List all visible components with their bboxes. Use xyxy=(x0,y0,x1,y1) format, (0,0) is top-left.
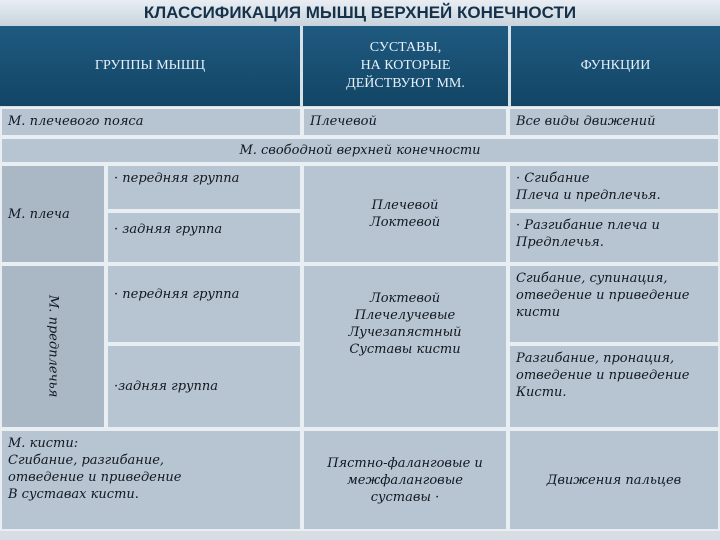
header-divider xyxy=(508,26,511,106)
header-joints: СУСТАВЫ, НА КОТОРЫЕ ДЕЙСТВУЮТ ММ. xyxy=(346,40,465,91)
shoulder-back-group: · задняя группа xyxy=(106,211,302,264)
hand-function: Движения пальцев xyxy=(508,429,720,531)
hand-joints: Пястно-фаланговые и межфаланговые суставы · xyxy=(302,429,508,531)
header-groups: ГРУППЫ МЫШЦ xyxy=(94,58,206,73)
page-title: КЛАССИФИКАЦИЯ МЫШЦ ВЕРХНЕЙ КОНЕЧНОСТИ xyxy=(143,3,577,22)
forearm-front-group: · передняя группа xyxy=(106,264,302,344)
free-limb-row: М. свободной верхней конечности xyxy=(0,137,720,164)
table-header xyxy=(0,26,720,106)
shoulder-girdle-joint: Плечевой xyxy=(302,107,508,137)
shoulder-back-function: · Разгибание плеча и Предплечья. xyxy=(508,211,720,264)
forearm-label: М. предплечья xyxy=(45,295,61,398)
forearm-back-function: Разгибание, пронация, отведение и приведение Кисти. xyxy=(508,344,720,429)
shoulder-joints: Плечевой Локтевой xyxy=(302,164,508,264)
header-functions: ФУНКЦИИ xyxy=(580,58,651,73)
shoulder-front-group: · передняя группа xyxy=(106,164,302,211)
shoulder-label: М. плеча xyxy=(0,164,106,264)
header-divider xyxy=(300,26,303,106)
hand-muscles: М. кисти: Сгибание, разгибание, отведение и приведение В суставах кисти. xyxy=(0,429,302,531)
shoulder-girdle-group: М. плечевого пояса xyxy=(0,107,302,137)
shoulder-girdle-function: Все виды движений xyxy=(508,107,720,137)
forearm-front-function: Сгибание, супинация, отведение и приведение кисти xyxy=(508,264,720,344)
forearm-label-cell xyxy=(0,264,106,429)
shoulder-front-function: · Сгибание Плеча и предплечья. xyxy=(508,164,720,211)
forearm-joints: Локтевой Плечелучевые Лучезапястный Суставы кисти xyxy=(302,264,508,429)
forearm-back-group: ·задняя группа xyxy=(106,344,302,429)
